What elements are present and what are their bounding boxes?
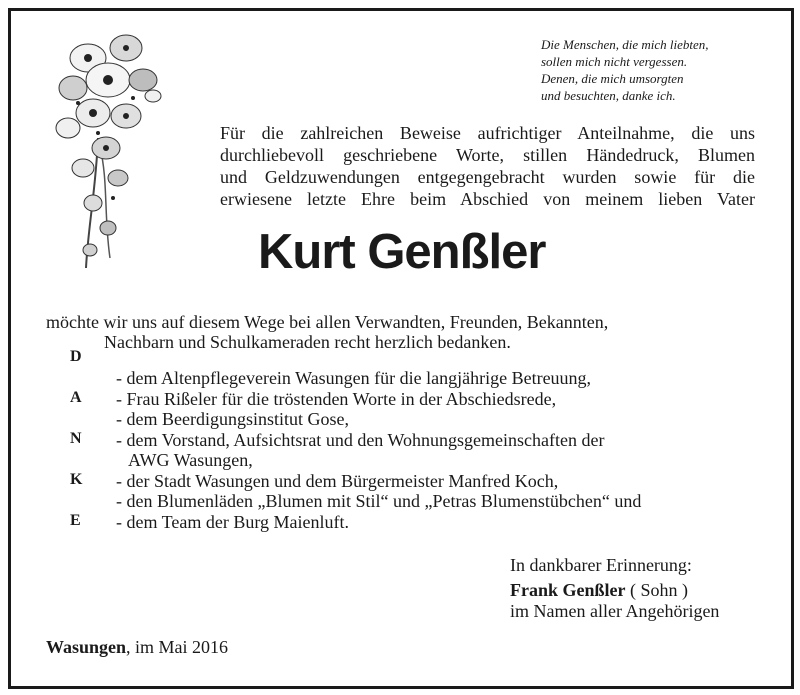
intro-paragraph: [220, 122, 755, 210]
thanks-list-item: AWG Wasungen,: [128, 450, 253, 470]
poem-line: sollen mich nicht vergessen.: [541, 54, 688, 69]
flower-bouquet-image: [38, 18, 168, 278]
danke-letter: N: [70, 430, 82, 447]
thanks-list-item: - den Blumenläden „Blumen mit Stil“ und „Petras Blumenstübchen“ und: [116, 491, 642, 511]
poem-line: Denen, die mich umsorgten: [541, 71, 684, 86]
intro-line: und Geldzuwendungen entgegengebracht wurden sowie für die: [220, 167, 755, 187]
deceased-name: Kurt Genßler: [258, 225, 546, 279]
danke-letter: D: [70, 348, 82, 365]
closing-memory: In dankbarer Erinnerung:: [510, 555, 692, 575]
poem-line: Die Menschen, die mich liebten,: [541, 37, 709, 52]
poem-line: und besuchten, danke ich.: [541, 88, 676, 103]
thanks-list-item: - dem Beerdigungsinstitut Gose,: [116, 409, 349, 429]
thanks-line: möchte wir uns auf diesem Wege bei allen Verwandten, Freunden, Bekannten,: [46, 312, 609, 332]
signature-line: [510, 580, 688, 601]
intro-line: Für die zahlreichen Beweise aufrichtiger Anteilnahme, die uns: [220, 123, 755, 143]
thanks-list-item: - dem Altenpflegeverein Wasungen für die langjährige Betreuung,: [116, 368, 592, 388]
danke-letter: E: [70, 512, 81, 529]
intro-line: erwiesene letzte Ehre beim Abschied von meinem lieben Vater: [220, 189, 755, 209]
memorial-poem: [541, 36, 709, 104]
thanks-list-item: - der Stadt Wasungen und dem Bürgermeister Manfred Koch,: [116, 471, 559, 491]
danke-letter: K: [70, 471, 83, 488]
place: Wasungen: [46, 637, 127, 657]
intro-line: durchliebevoll geschriebene Worte, stillen Händedruck, Blumen: [220, 145, 755, 165]
signer-name: Frank Genßler: [510, 580, 626, 600]
closing-behalf: im Namen aller Angehörigen: [510, 601, 720, 621]
danke-letter: A: [70, 389, 82, 406]
thanks-list-item: - dem Vorstand, Aufsichtsrat und den Wohnungsgemeinschaften der: [116, 430, 605, 450]
place-date-line: [46, 637, 228, 658]
thanks-line: Nachbarn und Schulkameraden recht herzlich bedanken.: [104, 332, 511, 352]
signer-relation: ( Sohn ): [625, 580, 688, 600]
date: , im Mai 2016: [126, 637, 229, 657]
thanks-list-item: - dem Team der Burg Maienluft.: [116, 512, 350, 532]
thanks-list-item: - Frau Rißeler für die tröstenden Worte in der Abschiedsrede,: [116, 389, 557, 409]
